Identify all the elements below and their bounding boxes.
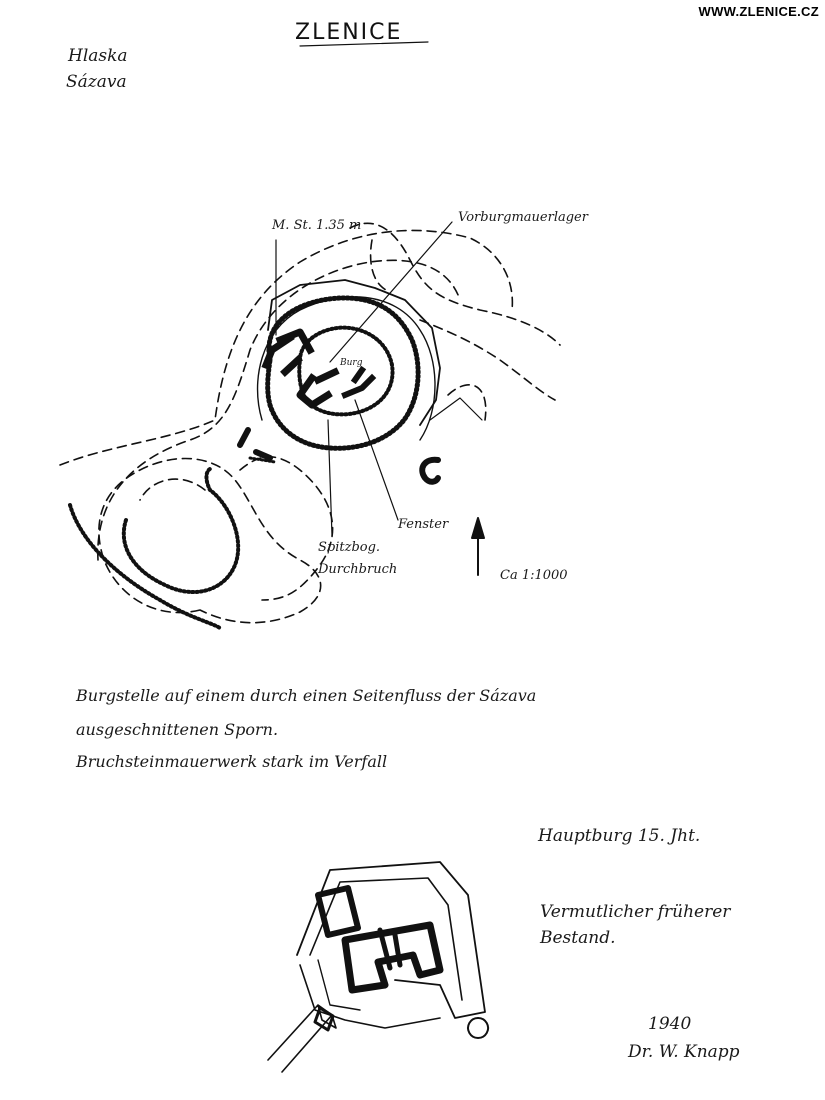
signature-year: 1940	[648, 1014, 692, 1034]
north-wing	[318, 888, 358, 935]
gate-marks	[240, 430, 270, 458]
note-line2: ausgeschnittenen Sporn.	[76, 720, 279, 739]
left-contour	[140, 479, 205, 500]
scale-label: Ca 1:1000	[500, 568, 568, 583]
bailey-outer-hachure	[268, 298, 418, 448]
tower-round	[468, 1018, 488, 1038]
gate-tower	[315, 1008, 333, 1030]
caption-line1: Vermutlicher früherer	[540, 902, 731, 922]
palace-block	[345, 925, 440, 990]
label-window: Fenster	[398, 517, 449, 532]
label-gate-line2: Durchbruch	[318, 562, 398, 577]
outer-contour-5	[99, 459, 321, 623]
label-wall-thickness: M. St. 1.35 m	[272, 218, 362, 233]
page-title: ZLENICE	[295, 20, 403, 45]
lower-contour	[240, 457, 333, 600]
signature-name: Dr. W. Knapp	[628, 1042, 740, 1062]
leader-right	[430, 398, 482, 420]
outer-contour-4	[420, 320, 555, 400]
tower-crescent	[422, 460, 438, 482]
caption-line2: Bestand.	[540, 928, 616, 948]
corner-note-line1: Hlaska	[68, 46, 128, 66]
note-line3: Bruchsteinmauerwerk stark im Verfall	[76, 752, 388, 771]
leader-window	[355, 400, 398, 520]
building-center	[300, 372, 335, 405]
lower-left-hatch-2	[124, 468, 238, 592]
gate-bridge	[268, 1005, 336, 1072]
north-arrow-head	[472, 518, 484, 538]
label-center: Burg	[340, 358, 363, 368]
outer-contour-2	[98, 260, 460, 560]
outer-enclosure	[297, 862, 485, 1018]
building-east	[345, 370, 372, 395]
note-line1: Burgstelle auf einem durch einen Seitenfluss der Sázava	[76, 686, 537, 705]
lower-left-hatch	[70, 505, 220, 628]
outer-contour-3	[350, 223, 560, 345]
label-gate-line1: Spitzbog.	[318, 540, 381, 555]
period-label: Hauptburg 15. Jht.	[538, 826, 701, 846]
leader-gate	[328, 420, 332, 536]
website-url[interactable]: WWW.ZLENICE.CZ	[698, 4, 819, 19]
upper-right-contour	[371, 240, 390, 292]
corner-note-line2: Sázava	[66, 72, 127, 92]
label-top: Vorburgmauerlager	[458, 210, 588, 225]
